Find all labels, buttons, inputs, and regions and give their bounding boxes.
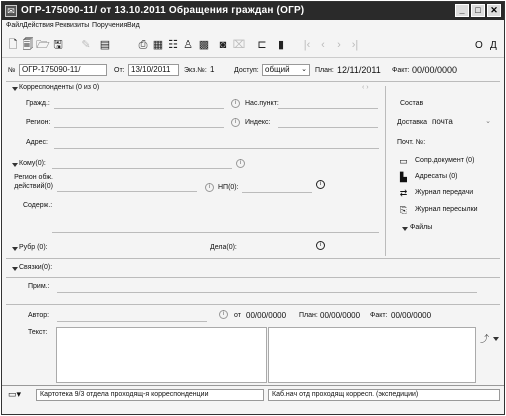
delivery-value: почта (432, 117, 453, 126)
plan-date[interactable]: 12/11/2011 (337, 65, 381, 75)
files-collapse-icon[interactable] (402, 227, 408, 231)
open-document-icon[interactable]: 🗁 (36, 39, 50, 51)
rubric-label[interactable]: Рубр (0): (19, 244, 48, 251)
author-fact-label: Факт: (370, 312, 388, 319)
copy-label: Экз.№: (184, 67, 207, 74)
save-document-icon[interactable]: 🖫 (53, 39, 63, 51)
links-divider (6, 277, 500, 278)
cases-label[interactable]: Дела(0): (210, 244, 237, 251)
menu-requisites[interactable]: Реквизиты (55, 22, 90, 29)
menu-view[interactable]: Вид (127, 22, 140, 29)
first-icon[interactable]: |‹ (303, 39, 311, 51)
content-label: Содерж.: (23, 202, 53, 209)
addressees-icon: ▙ (400, 172, 407, 182)
rubric-divider (6, 258, 500, 259)
to-collapse-icon[interactable] (12, 163, 18, 167)
citizen-field[interactable] (54, 108, 224, 109)
new-document-icon[interactable]: 🗋 (8, 39, 18, 51)
info-icon[interactable]: i (236, 159, 245, 168)
right-panel-divider (385, 86, 386, 256)
region-field[interactable] (54, 127, 224, 128)
attach-icon[interactable]: ⌧ (232, 39, 246, 51)
author-field[interactable] (57, 321, 207, 322)
info-icon[interactable]: i (316, 180, 325, 189)
prev-icon[interactable]: ‹ (321, 39, 325, 51)
plan-label: План: (315, 67, 334, 74)
composition-label: Состав (400, 100, 424, 107)
toolbar (2, 34, 504, 58)
author-label: Автор: (28, 312, 50, 319)
menu-file[interactable]: Файл (6, 22, 24, 29)
resolution-icon[interactable]: ☷ (168, 39, 178, 51)
links-label[interactable]: Связки(0): (19, 264, 53, 271)
document-window (1, 1, 505, 415)
note-field[interactable] (57, 292, 477, 293)
access-select[interactable] (262, 64, 310, 76)
info-icon[interactable]: i (205, 183, 214, 192)
note-divider (6, 304, 500, 305)
access-label: Доступ: (234, 67, 259, 74)
title-bar[interactable] (2, 2, 504, 20)
maximize-button[interactable]: □ (471, 4, 485, 17)
info-icon[interactable]: i (231, 99, 240, 108)
rubr-collapse-icon[interactable] (12, 247, 18, 251)
locality-label: Нас.пункт: (245, 100, 279, 107)
np-label[interactable]: НП(0): (218, 184, 239, 191)
region-label: Регион: (26, 119, 51, 126)
status-cabinet: Каб.нач отд проходящ корресп. (экспедиции) (268, 389, 500, 401)
info-icon[interactable]: i (316, 241, 325, 250)
number-field[interactable]: ОГР-175090-11/ (19, 64, 107, 76)
links-collapse-icon[interactable] (12, 267, 18, 271)
content-field[interactable] (52, 232, 379, 233)
accomp-document-link[interactable]: Сопр.документ (0) (415, 157, 475, 164)
chevron-down-icon: ⌄ (301, 66, 307, 73)
info-icon[interactable]: i (231, 118, 240, 127)
nav-arrows-icon[interactable]: ‹ › (362, 84, 369, 91)
chevron-down-icon: ⌄ (485, 118, 491, 125)
address-field[interactable] (54, 148, 379, 149)
last-icon[interactable]: ›| (351, 39, 359, 51)
print-icon[interactable]: ⎙ (138, 39, 148, 51)
next-icon[interactable]: › (337, 39, 341, 51)
transfer-journal-icon: ⇄ (399, 188, 408, 198)
to-field[interactable] (52, 168, 232, 169)
edit-icon[interactable]: ✎ (81, 39, 91, 51)
author-from-date[interactable]: 00/00/0000 (246, 311, 287, 320)
status-card-index: Картотека 9/3 отдела проходящ-я корреспонденции (36, 389, 264, 401)
registers-icon[interactable]: ▦ (152, 39, 164, 51)
menu-assignments[interactable]: Поручения (92, 22, 128, 29)
transfer-journal-link[interactable]: Журнал передачи (415, 189, 474, 196)
document-icon: ▭ (399, 156, 408, 166)
forward-journal-icon: ⎘ (399, 205, 408, 215)
files-section[interactable]: Файлы (410, 224, 433, 231)
to-label[interactable]: Кому(0): (19, 160, 46, 167)
text-label: Текст: (28, 329, 48, 336)
menu-actions[interactable]: Действия (23, 22, 54, 29)
address-label: Адрес: (26, 139, 48, 146)
menu-bar (2, 21, 504, 33)
region-appeal-label[interactable]: Регион обж. действий(0) (14, 174, 53, 190)
delivery-select[interactable] (429, 116, 494, 128)
from-label: От: (114, 67, 125, 74)
grid-icon[interactable]: ▩ (198, 39, 210, 51)
index-label: Индекс: (245, 119, 271, 126)
author-fact-date[interactable]: 00/00/0000 (391, 311, 432, 320)
copy-document-icon[interactable]: 🗐 (22, 39, 34, 51)
region-appeal-field[interactable] (57, 191, 197, 192)
minimize-button[interactable]: _ (455, 4, 469, 17)
attach-file-icon[interactable]: ⤴ (480, 334, 490, 344)
access-value: общий (265, 65, 290, 74)
scan-icon[interactable]: ◙ (219, 39, 227, 51)
delivery-label: Доставка (397, 119, 428, 126)
app-icon: ✉ (5, 5, 17, 17)
link-icon[interactable]: ⊏ (257, 39, 267, 51)
properties-icon[interactable]: ▤ (99, 39, 111, 51)
forward-journal-link[interactable]: Журнал пересылки (415, 206, 478, 213)
attach-menu-icon[interactable] (493, 337, 499, 341)
author-plan-label: План: (299, 312, 318, 319)
header-divider (6, 81, 500, 82)
toolbar-o[interactable]: О (475, 40, 483, 51)
postal-number-label: Почт. №: (397, 139, 426, 146)
fact-date[interactable]: 00/00/0000 (412, 65, 458, 75)
users-icon[interactable]: ♙ (183, 39, 193, 51)
author-from-label: от (234, 312, 241, 319)
number-label: № (8, 67, 16, 74)
note-label: Прим.: (28, 283, 50, 290)
correspondents-section[interactable]: Корреспонденты (0 из 0) (19, 84, 100, 91)
info-icon[interactable]: i (219, 310, 228, 319)
author-plan-date[interactable]: 00/00/0000 (320, 311, 361, 320)
attachments-area[interactable] (268, 327, 476, 383)
locality-field[interactable] (278, 108, 378, 109)
text-area[interactable] (56, 327, 267, 383)
card-icon[interactable]: ▭▾ (8, 389, 22, 399)
index-field[interactable] (278, 127, 378, 128)
toolbar-d[interactable]: Д (490, 40, 497, 51)
copy-field[interactable]: 1 (210, 65, 215, 74)
addressees-link[interactable]: Адресаты (0) (415, 173, 458, 180)
book-icon[interactable]: ▮ (277, 39, 285, 51)
date-field[interactable]: 13/10/2011 (128, 64, 179, 76)
collapse-icon[interactable] (12, 87, 18, 91)
window-title: ОГР-175090-11/ от 13.10.2011 Обращения граждан (ОГР) (21, 5, 305, 16)
close-button[interactable]: ✕ (487, 4, 501, 17)
fact-label: Факт: (392, 67, 410, 74)
np-field[interactable] (242, 192, 312, 193)
status-bar (2, 385, 504, 403)
citizen-label: Гражд.: (26, 100, 50, 107)
